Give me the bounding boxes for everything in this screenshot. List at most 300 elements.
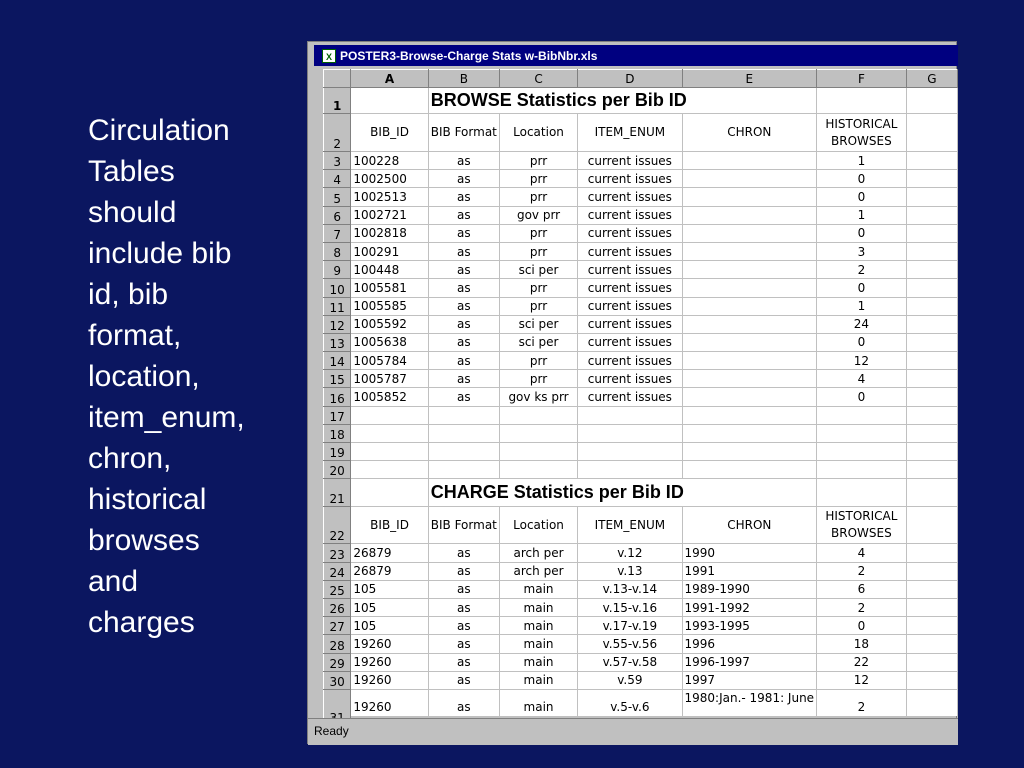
cell[interactable] [906, 188, 957, 206]
cell[interactable] [817, 406, 907, 424]
table-row [324, 671, 958, 689]
cell[interactable] [906, 114, 957, 152]
select-all-corner[interactable] [324, 70, 351, 88]
header-item-enum[interactable]: ITEM_ENUM [578, 507, 682, 544]
location-cell[interactable]: prr [499, 297, 577, 315]
cell[interactable] [351, 461, 428, 479]
row-header[interactable]: 23 [324, 544, 351, 562]
item-enum-cell[interactable]: current issues [578, 370, 682, 388]
count-cell[interactable]: 3 [817, 242, 907, 260]
cell[interactable] [428, 461, 499, 479]
item-enum-cell[interactable]: v.12 [578, 544, 682, 562]
bib-format-cell[interactable]: as [428, 689, 499, 725]
cell[interactable] [499, 461, 577, 479]
cell[interactable] [906, 598, 957, 616]
count-cell[interactable]: 1 [817, 297, 907, 315]
location-cell[interactable]: main [499, 635, 577, 653]
row-header[interactable]: 11 [324, 297, 351, 315]
cell[interactable] [351, 406, 428, 424]
chron-cell[interactable]: 1997 [682, 671, 817, 689]
cell[interactable] [578, 406, 682, 424]
table-row [324, 370, 958, 388]
header-historical-browses[interactable] [817, 114, 907, 152]
cell[interactable] [578, 424, 682, 442]
table-row [324, 424, 958, 442]
bib-id-cell[interactable]: 1005787 [351, 370, 428, 388]
table-row [324, 562, 958, 580]
row-header[interactable]: 7 [324, 224, 351, 242]
cell[interactable] [817, 461, 907, 479]
column-header-e[interactable]: E [682, 70, 817, 88]
table-row [324, 188, 958, 206]
location-cell[interactable]: main [499, 617, 577, 635]
cell[interactable] [906, 544, 957, 562]
header-line: HISTORICAL [825, 116, 898, 131]
count-cell[interactable]: 0 [817, 333, 907, 351]
table-row [324, 152, 958, 170]
cell[interactable] [906, 479, 957, 507]
window-title: POSTER3-Browse-Charge Stats w-BibNbr.xls [340, 48, 598, 63]
cell[interactable] [906, 562, 957, 580]
location-cell[interactable]: prr [499, 352, 577, 370]
bib-format-cell[interactable]: as [428, 297, 499, 315]
table-row [324, 507, 958, 544]
slide-text-line: id, bib [88, 278, 169, 311]
bib-id-cell[interactable]: 1002513 [351, 188, 428, 206]
location-cell[interactable]: prr [499, 170, 577, 188]
bib-id-cell[interactable]: 105 [351, 580, 428, 598]
row-header[interactable]: 1 [324, 88, 351, 114]
row-header[interactable]: 29 [324, 653, 351, 671]
location-cell[interactable]: main [499, 671, 577, 689]
slide-text-line: format, [88, 319, 182, 352]
table-row [324, 206, 958, 224]
location-cell[interactable]: gov ks prr [499, 388, 577, 406]
bib-format-cell[interactable]: as [428, 206, 499, 224]
bib-format-cell[interactable]: as [428, 352, 499, 370]
bib-format-cell[interactable]: as [428, 388, 499, 406]
excel-icon: X [322, 49, 336, 63]
cell[interactable] [906, 152, 957, 170]
item-enum-cell[interactable]: current issues [578, 152, 682, 170]
row-header[interactable]: 27 [324, 617, 351, 635]
column-header-b[interactable]: B [428, 70, 499, 88]
count-cell[interactable]: 1 [817, 206, 907, 224]
item-enum-cell[interactable]: current issues [578, 315, 682, 333]
cell[interactable] [906, 297, 957, 315]
cell[interactable] [682, 461, 817, 479]
cell[interactable] [906, 315, 957, 333]
row-header[interactable]: 13 [324, 333, 351, 351]
location-cell[interactable]: prr [499, 152, 577, 170]
count-cell[interactable]: 0 [817, 224, 907, 242]
bib-id-cell[interactable]: 1005852 [351, 388, 428, 406]
bib-id-cell[interactable]: 1002500 [351, 170, 428, 188]
row-header[interactable]: 12 [324, 315, 351, 333]
cell[interactable] [817, 479, 907, 507]
bib-format-cell[interactable]: as [428, 224, 499, 242]
table-row [324, 224, 958, 242]
row-header[interactable]: 9 [324, 261, 351, 279]
location-cell[interactable]: prr [499, 188, 577, 206]
cell[interactable] [817, 443, 907, 461]
header-line: BROWSES [831, 526, 892, 541]
slide-text-line: location, [88, 360, 200, 393]
row-header[interactable]: 30 [324, 671, 351, 689]
table-row [324, 443, 958, 461]
item-enum-cell[interactable]: current issues [578, 170, 682, 188]
chron-cell[interactable] [682, 279, 817, 297]
cell[interactable] [578, 461, 682, 479]
slide-text-line: should [88, 196, 177, 229]
excel-window [307, 41, 957, 744]
header-location[interactable]: Location [499, 507, 577, 544]
bib-id-cell[interactable]: 1002818 [351, 224, 428, 242]
table-row [324, 544, 958, 562]
item-enum-cell[interactable]: current issues [578, 261, 682, 279]
item-enum-cell[interactable]: current issues [578, 279, 682, 297]
header-chron[interactable]: CHRON [682, 507, 817, 544]
bib-format-cell[interactable]: as [428, 188, 499, 206]
cell[interactable] [906, 617, 957, 635]
column-header-g[interactable]: G [906, 70, 957, 88]
header-bib-format[interactable]: BIB Format [428, 507, 499, 544]
row-header[interactable]: 16 [324, 388, 351, 406]
header-bib-id[interactable]: BIB_ID [351, 114, 428, 152]
status-bar: Ready [308, 718, 958, 745]
item-enum-cell[interactable]: v.55-v.56 [578, 635, 682, 653]
column-header-c[interactable]: C [499, 70, 577, 88]
chron-cell[interactable] [682, 170, 817, 188]
row-header[interactable]: 19 [324, 443, 351, 461]
bib-id-cell[interactable]: 1002721 [351, 206, 428, 224]
slide-text-line: charges [88, 606, 195, 639]
location-cell[interactable]: arch per [499, 562, 577, 580]
slide-text-line: and [88, 565, 139, 598]
cell[interactable] [351, 479, 428, 507]
table-row [324, 635, 958, 653]
bib-format-cell[interactable]: as [428, 544, 499, 562]
location-cell[interactable]: sci per [499, 315, 577, 333]
column-header-d[interactable]: D [578, 70, 682, 88]
item-enum-cell[interactable]: current issues [578, 352, 682, 370]
count-cell[interactable]: 12 [817, 671, 907, 689]
chron-cell[interactable]: 1996-1997 [682, 653, 817, 671]
bib-id-cell[interactable]: 19260 [351, 635, 428, 653]
row-header[interactable]: 20 [324, 461, 351, 479]
slide-body-text [88, 110, 288, 643]
chron-cell[interactable] [682, 352, 817, 370]
column-header-f[interactable]: F [817, 70, 907, 88]
row-header[interactable]: 4 [324, 170, 351, 188]
bib-format-cell[interactable]: as [428, 170, 499, 188]
row-header[interactable]: 8 [324, 242, 351, 260]
bib-format-cell[interactable]: as [428, 653, 499, 671]
header-line: HISTORICAL [825, 509, 898, 524]
bib-id-cell[interactable]: 100448 [351, 261, 428, 279]
bib-format-cell[interactable]: as [428, 242, 499, 260]
bib-format-cell[interactable]: as [428, 635, 499, 653]
chron-cell[interactable]: 1996 [682, 635, 817, 653]
cell[interactable] [906, 370, 957, 388]
item-enum-cell[interactable]: current issues [578, 188, 682, 206]
bib-format-cell[interactable]: as [428, 617, 499, 635]
count-cell[interactable]: 4 [817, 544, 907, 562]
cell[interactable] [906, 388, 957, 406]
table-row [324, 297, 958, 315]
chron-cell[interactable]: 1993-1995 [682, 617, 817, 635]
chron-cell[interactable]: 1989-1990 [682, 580, 817, 598]
cell[interactable] [682, 424, 817, 442]
bib-id-cell[interactable]: 100228 [351, 152, 428, 170]
cell[interactable] [351, 424, 428, 442]
item-enum-cell[interactable]: current issues [578, 206, 682, 224]
row-header[interactable]: 28 [324, 635, 351, 653]
location-cell[interactable]: sci per [499, 261, 577, 279]
chron-cell[interactable] [682, 333, 817, 351]
slide-text-line: include bib [88, 237, 232, 270]
table-row [324, 617, 958, 635]
cell[interactable] [906, 580, 957, 598]
row-header[interactable]: 24 [324, 562, 351, 580]
cell[interactable] [817, 88, 907, 114]
row-header[interactable]: 17 [324, 406, 351, 424]
header-item-enum[interactable]: ITEM_ENUM [578, 114, 682, 152]
table-row [324, 242, 958, 260]
cell[interactable] [906, 671, 957, 689]
cell[interactable] [578, 443, 682, 461]
slide-text-line: item_enum, [88, 401, 245, 434]
count-cell[interactable]: 18 [817, 635, 907, 653]
table-row [324, 653, 958, 671]
chron-cell[interactable]: 1991-1992 [682, 598, 817, 616]
location-cell[interactable]: main [499, 580, 577, 598]
bib-format-cell[interactable]: as [428, 333, 499, 351]
bib-format-cell[interactable]: as [428, 562, 499, 580]
cell[interactable] [682, 406, 817, 424]
chron-cell[interactable] [682, 224, 817, 242]
count-cell[interactable]: 22 [817, 653, 907, 671]
item-enum-cell[interactable]: v.13-v.14 [578, 580, 682, 598]
row-header[interactable]: 22 [324, 507, 351, 544]
spreadsheet-grid[interactable] [323, 69, 958, 716]
location-cell[interactable]: arch per [499, 544, 577, 562]
cell[interactable] [682, 443, 817, 461]
chron-cell[interactable] [682, 261, 817, 279]
item-enum-cell[interactable]: current issues [578, 224, 682, 242]
table-row [324, 170, 958, 188]
count-cell[interactable]: 2 [817, 689, 907, 725]
bib-id-cell[interactable]: 1005638 [351, 333, 428, 351]
header-chron[interactable]: CHRON [682, 114, 817, 152]
sheet-table [323, 69, 958, 726]
table-row [324, 261, 958, 279]
bib-format-cell[interactable]: as [428, 598, 499, 616]
count-cell[interactable]: 2 [817, 562, 907, 580]
cell[interactable] [351, 443, 428, 461]
bib-id-cell[interactable]: 1005592 [351, 315, 428, 333]
active-cell-a1[interactable] [351, 88, 428, 114]
table-row [324, 598, 958, 616]
item-enum-cell[interactable]: v.13 [578, 562, 682, 580]
count-cell[interactable]: 2 [817, 598, 907, 616]
table-row [324, 406, 958, 424]
chron-cell[interactable] [682, 388, 817, 406]
cell[interactable] [906, 88, 957, 114]
chron-cell[interactable] [682, 152, 817, 170]
cell[interactable] [906, 333, 957, 351]
row-header[interactable]: 26 [324, 598, 351, 616]
cell[interactable] [499, 424, 577, 442]
item-enum-cell[interactable]: v.57-v.58 [578, 653, 682, 671]
location-cell[interactable]: main [499, 653, 577, 671]
cell[interactable] [906, 224, 957, 242]
table-row [324, 580, 958, 598]
table-row [324, 315, 958, 333]
count-cell[interactable]: 0 [817, 617, 907, 635]
count-cell[interactable]: 24 [817, 315, 907, 333]
chron-cell[interactable] [682, 370, 817, 388]
bib-format-cell[interactable]: as [428, 261, 499, 279]
bib-id-cell[interactable]: 26879 [351, 544, 428, 562]
bib-id-cell[interactable]: 1005784 [351, 352, 428, 370]
cell[interactable] [428, 424, 499, 442]
window-titlebar[interactable] [314, 45, 958, 66]
browse-section-title[interactable]: BROWSE Statistics per Bib ID [428, 88, 816, 114]
location-cell[interactable]: prr [499, 224, 577, 242]
count-cell[interactable]: 0 [817, 388, 907, 406]
item-enum-cell[interactable]: current issues [578, 333, 682, 351]
cell[interactable] [428, 406, 499, 424]
bib-format-cell[interactable]: as [428, 152, 499, 170]
count-cell[interactable]: 0 [817, 170, 907, 188]
bib-id-cell[interactable]: 105 [351, 617, 428, 635]
count-cell[interactable]: 4 [817, 370, 907, 388]
table-row [324, 279, 958, 297]
table-row [324, 333, 958, 351]
location-cell[interactable]: prr [499, 370, 577, 388]
header-bib-format[interactable]: BIB Format [428, 114, 499, 152]
bib-id-cell[interactable]: 19260 [351, 689, 428, 725]
chron-cell[interactable]: 1980:Jan.- 1981: June [682, 689, 817, 725]
header-bib-id[interactable]: BIB_ID [351, 507, 428, 544]
count-cell[interactable]: 0 [817, 279, 907, 297]
table-row [324, 388, 958, 406]
cell[interactable] [817, 424, 907, 442]
cell[interactable] [906, 206, 957, 224]
cell[interactable] [906, 261, 957, 279]
location-cell[interactable]: main [499, 689, 577, 725]
slide-text-line: Circulation [88, 114, 230, 147]
slide-text-line: historical [88, 483, 207, 516]
cell[interactable] [499, 443, 577, 461]
bib-format-cell[interactable]: as [428, 370, 499, 388]
item-enum-cell[interactable]: v.15-v.16 [578, 598, 682, 616]
cell[interactable] [428, 443, 499, 461]
bib-format-cell[interactable]: as [428, 580, 499, 598]
row-header[interactable]: 6 [324, 206, 351, 224]
cell[interactable] [499, 406, 577, 424]
table-row [324, 461, 958, 479]
cell[interactable] [906, 170, 957, 188]
cell[interactable] [906, 443, 957, 461]
cell[interactable] [906, 424, 957, 442]
item-enum-cell[interactable]: current issues [578, 297, 682, 315]
row-header[interactable]: 18 [324, 424, 351, 442]
cell[interactable] [906, 635, 957, 653]
chron-cell[interactable] [682, 297, 817, 315]
row-header[interactable]: 3 [324, 152, 351, 170]
bib-format-cell[interactable]: as [428, 315, 499, 333]
location-cell[interactable]: prr [499, 242, 577, 260]
chron-cell[interactable] [682, 315, 817, 333]
chron-cell[interactable] [682, 242, 817, 260]
count-cell[interactable]: 6 [817, 580, 907, 598]
table-row [324, 479, 958, 507]
row-header[interactable]: 2 [324, 114, 351, 152]
chron-cell[interactable]: 1990 [682, 544, 817, 562]
column-header-a[interactable]: A [351, 70, 428, 88]
count-cell[interactable]: 2 [817, 261, 907, 279]
count-cell[interactable]: 12 [817, 352, 907, 370]
cell[interactable] [906, 653, 957, 671]
row-header[interactable]: 15 [324, 370, 351, 388]
cell[interactable] [906, 461, 957, 479]
cell[interactable] [906, 242, 957, 260]
bib-id-cell[interactable]: 105 [351, 598, 428, 616]
location-cell[interactable]: sci per [499, 333, 577, 351]
bib-id-cell[interactable]: 19260 [351, 653, 428, 671]
charge-section-title[interactable]: CHARGE Statistics per Bib ID [428, 479, 816, 507]
chron-cell[interactable]: 1991 [682, 562, 817, 580]
slide-text-line: chron, [88, 442, 172, 475]
slide-text-line: Tables [88, 155, 175, 188]
row-header[interactable]: 25 [324, 580, 351, 598]
bib-id-cell[interactable]: 26879 [351, 562, 428, 580]
row-header[interactable]: 10 [324, 279, 351, 297]
bib-id-cell[interactable]: 1005585 [351, 297, 428, 315]
row-header[interactable]: 21 [324, 479, 351, 507]
location-cell[interactable]: main [499, 598, 577, 616]
bib-format-cell[interactable]: as [428, 671, 499, 689]
bib-id-cell[interactable]: 100291 [351, 242, 428, 260]
slide-text-line: browses [88, 524, 200, 557]
header-historical-browses[interactable] [817, 507, 907, 544]
item-enum-cell[interactable]: current issues [578, 388, 682, 406]
cell[interactable] [906, 352, 957, 370]
item-enum-cell[interactable]: v.59 [578, 671, 682, 689]
count-cell[interactable]: 1 [817, 152, 907, 170]
cell[interactable] [906, 406, 957, 424]
cell[interactable] [906, 279, 957, 297]
item-enum-cell[interactable]: v.17-v.19 [578, 617, 682, 635]
header-location[interactable]: Location [499, 114, 577, 152]
bib-format-cell[interactable]: as [428, 279, 499, 297]
location-cell[interactable]: gov prr [499, 206, 577, 224]
count-cell[interactable]: 0 [817, 188, 907, 206]
chron-cell[interactable] [682, 206, 817, 224]
header-line: BROWSES [831, 133, 892, 148]
row-header[interactable]: 5 [324, 188, 351, 206]
bib-id-cell[interactable]: 19260 [351, 671, 428, 689]
chron-cell[interactable] [682, 188, 817, 206]
item-enum-cell[interactable]: current issues [578, 242, 682, 260]
location-cell[interactable]: prr [499, 279, 577, 297]
bib-id-cell[interactable]: 1005581 [351, 279, 428, 297]
item-enum-cell[interactable]: v.5-v.6 [578, 689, 682, 725]
row-header[interactable]: 14 [324, 352, 351, 370]
cell[interactable] [906, 507, 957, 544]
